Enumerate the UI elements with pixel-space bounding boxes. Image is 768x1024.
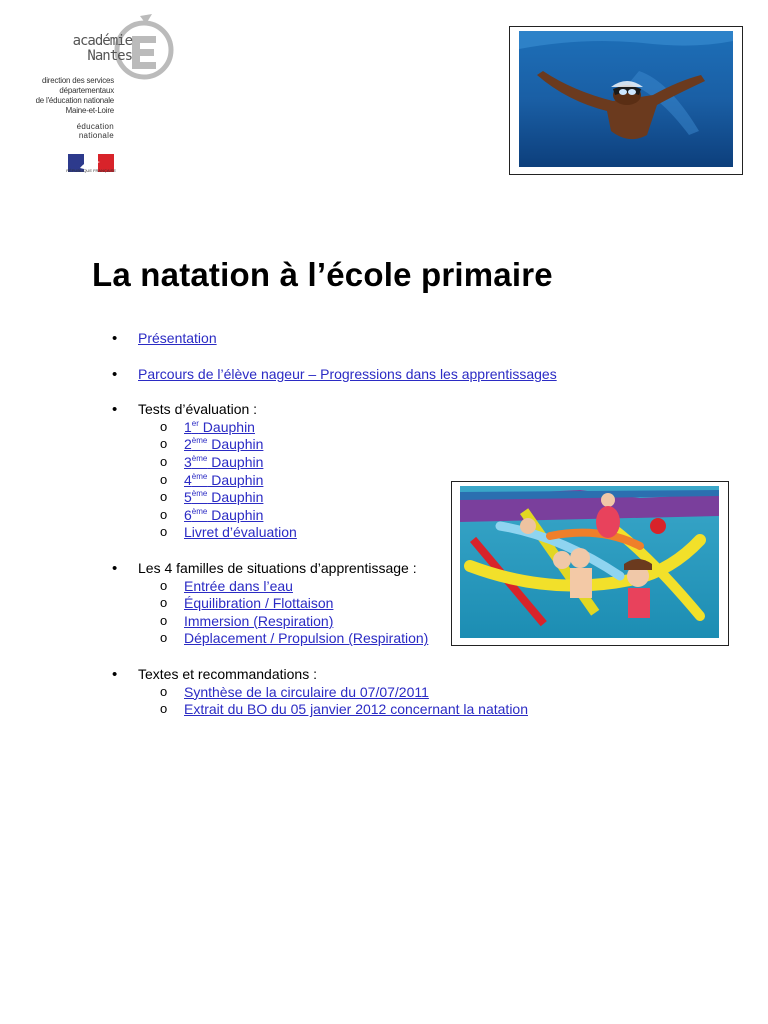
- list-item: [0, 330, 768, 348]
- equilibration-link[interactable]: Équilibration / Flottaison: [184, 595, 334, 612]
- immersion-link[interactable]: Immersion (Respiration): [184, 612, 334, 629]
- page-title: La natation à l’école primaire: [92, 256, 553, 293]
- dauphin-1-link[interactable]: [184, 419, 255, 435]
- dauphin-sup: ème: [191, 506, 208, 516]
- children-pool-image: [460, 486, 719, 638]
- livret-evaluation-link[interactable]: Livret d’évaluation: [184, 524, 297, 541]
- logo-education-line: éducation: [76, 122, 114, 131]
- logo-nantes-text: Nantes: [87, 48, 132, 64]
- familles-label: Les 4 familles de situations d’apprentissage :: [138, 559, 417, 576]
- textes-sublist: [138, 684, 768, 719]
- list-item-textes: [0, 666, 768, 719]
- dauphin-4-link[interactable]: [184, 472, 263, 488]
- textes-label: Textes et recommandations :: [138, 665, 317, 682]
- sublist-item: [138, 701, 768, 719]
- dauphin-num: 4: [184, 471, 192, 488]
- dauphin-3-link[interactable]: [184, 454, 263, 470]
- dauphin-num: 1: [184, 418, 192, 435]
- dauphin-num: 3: [184, 453, 192, 470]
- dauphin-num: 6: [184, 506, 192, 523]
- logo-subtitle-line: direction des services: [42, 75, 114, 85]
- logo-education-line: nationale: [78, 131, 114, 140]
- logo-subtitle-line: départementaux: [59, 85, 114, 95]
- entree-eau-link[interactable]: Entrée dans l’eau: [184, 577, 293, 594]
- sublist-item: [138, 419, 768, 437]
- dauphin-text: Dauphin: [207, 471, 264, 488]
- sublist-item: [138, 436, 768, 454]
- synthese-circulaire-link[interactable]: Synthèse de la circulaire du 07/07/2011: [184, 683, 429, 700]
- dauphin-text: Dauphin: [207, 506, 264, 523]
- logo-subtitle: [26, 75, 114, 115]
- logo-subtitle-line: de l'éducation nationale: [35, 95, 114, 105]
- dauphin-num: 2: [184, 436, 192, 453]
- logo-text: [72, 34, 132, 64]
- deplacement-link[interactable]: Déplacement / Propulsion (Respiration): [184, 630, 429, 647]
- dauphin-sup: ème: [191, 489, 208, 499]
- dauphin-text: Dauphin: [207, 453, 264, 470]
- swimmer-underwater-image: [519, 31, 733, 167]
- dauphin-5-link[interactable]: [184, 489, 263, 505]
- logo-republique-text: RÉPUBLIQUE FRANÇAISE: [66, 168, 116, 173]
- dauphin-text: Dauphin: [207, 489, 264, 506]
- logo-academie-text: académie: [72, 33, 132, 49]
- dauphin-6-link[interactable]: [184, 507, 263, 523]
- dauphin-text: Dauphin: [207, 436, 264, 453]
- dauphin-sup: ème: [191, 436, 208, 446]
- dauphin-text: Dauphin: [198, 418, 255, 435]
- dauphin-sup: ème: [191, 453, 208, 463]
- swimmer-photo: [509, 26, 743, 175]
- parcours-link[interactable]: Parcours de l’élève nageur – Progressions dans les apprentissages: [138, 365, 557, 382]
- dauphin-sup: ème: [191, 471, 208, 481]
- dauphin-num: 5: [184, 489, 192, 506]
- presentation-link[interactable]: Présentation: [138, 330, 217, 346]
- academie-logo: [18, 12, 168, 177]
- extrait-bo-link[interactable]: Extrait du BO du 05 janvier 2012 concernant la natation: [184, 701, 528, 718]
- tests-label: Tests d’évaluation :: [138, 401, 258, 418]
- dauphin-2-link[interactable]: [184, 436, 263, 452]
- logo-education-nationale: [58, 122, 114, 140]
- children-pool-photo: [451, 481, 729, 646]
- dauphin-sup: er: [191, 418, 199, 428]
- logo-subtitle-line: Maine-et-Loire: [65, 105, 114, 115]
- sublist-item: [138, 684, 768, 702]
- sublist-item: [138, 454, 768, 472]
- list-item: [0, 366, 768, 384]
